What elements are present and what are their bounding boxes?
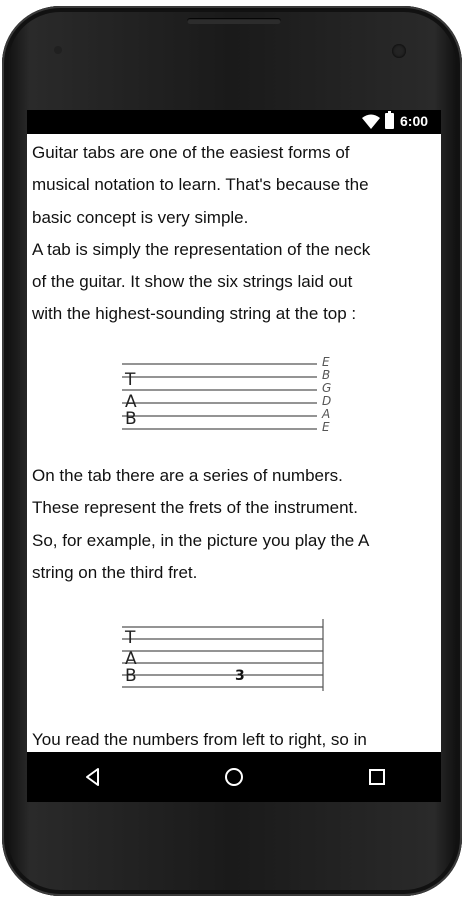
text-line: with the highest-sounding string at the top :	[32, 304, 357, 324]
text-line: basic concept is very simple.	[32, 207, 249, 227]
tab-fret-diagram	[117, 619, 337, 699]
string-name-b: B	[322, 368, 331, 382]
status-time: 6:00	[400, 113, 429, 129]
recents-button[interactable]	[342, 752, 412, 802]
earpiece-speaker	[187, 18, 281, 24]
tab-letter-b: B	[125, 666, 137, 686]
tab-letter-t: T	[125, 628, 136, 648]
text-line: You read the numbers from left to right, so in	[32, 730, 367, 749]
tab-strings-diagram	[117, 354, 347, 444]
recents-icon	[366, 766, 388, 788]
front-camera	[392, 44, 406, 58]
reading-paragraph	[27, 724, 441, 752]
text-line: musical notation to learn. That's because the	[32, 175, 369, 195]
string-name-d: D	[322, 394, 332, 408]
text-line: So, for example, in the picture you play the A	[32, 530, 370, 550]
text-line: of the guitar. It show the six strings laid out	[32, 272, 353, 292]
phone-frame	[2, 6, 462, 896]
string-name-e-high: E	[322, 355, 330, 369]
wifi-icon	[362, 114, 380, 129]
screen	[27, 110, 441, 802]
tutorial-content[interactable]	[27, 134, 441, 752]
fret-number: 3	[235, 668, 245, 684]
back-button[interactable]	[58, 752, 128, 802]
tab-letter-a: A	[125, 649, 137, 669]
text-line: string on the third fret.	[32, 562, 198, 582]
tab-letter-b: B	[125, 409, 137, 429]
intro-paragraph	[27, 137, 441, 331]
back-icon	[82, 766, 104, 788]
navigation-bar	[27, 752, 441, 802]
status-bar	[27, 110, 441, 134]
string-name-e-low: E	[322, 420, 330, 434]
home-button[interactable]	[199, 752, 269, 802]
home-icon	[223, 766, 245, 788]
string-name-a: A	[322, 407, 331, 421]
battery-icon	[385, 113, 394, 129]
text-line: On the tab there are a series of numbers.	[32, 466, 343, 485]
string-name-g: G	[322, 381, 332, 395]
frets-paragraph	[27, 460, 441, 589]
tab-letter-a: A	[125, 392, 137, 412]
tab-letter-t: T	[125, 370, 136, 390]
text-line: Guitar tabs are one of the easiest forms of	[32, 143, 350, 162]
text-line: These represent the frets of the instrument.	[32, 498, 358, 518]
text-line: A tab is simply the representation of the neck	[32, 239, 371, 259]
proximity-sensor	[54, 46, 62, 54]
